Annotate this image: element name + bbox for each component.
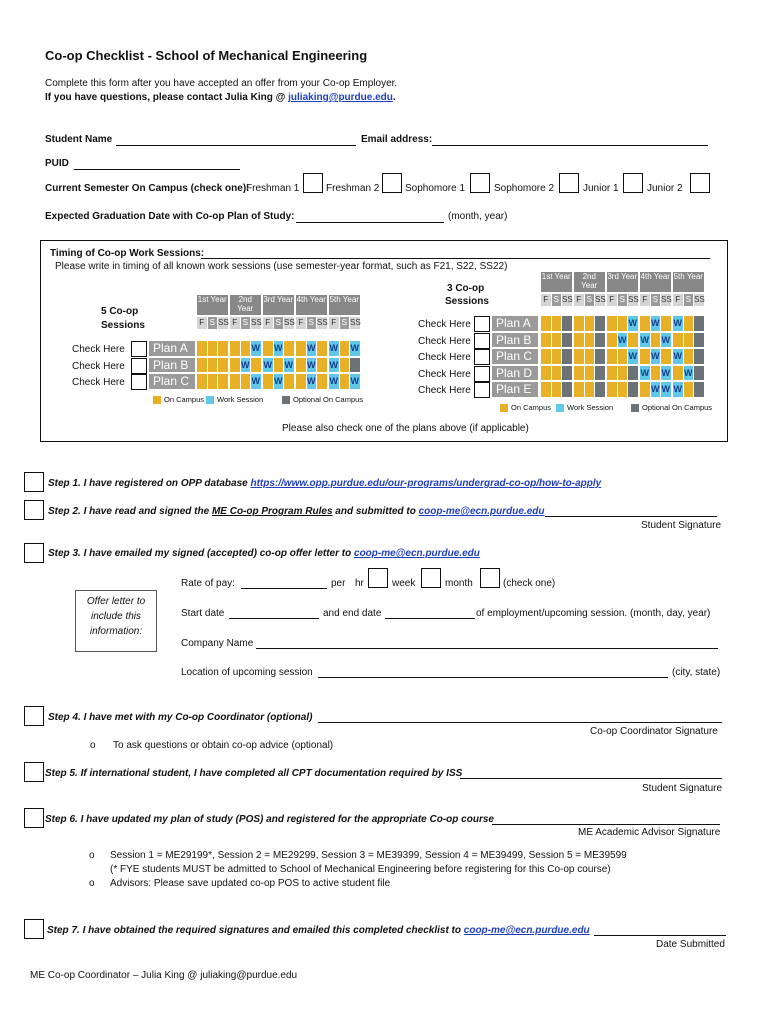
three-plan-2-cell-1 <box>541 333 551 348</box>
location-field[interactable] <box>318 677 668 678</box>
five-year-2: 2nd Year <box>230 295 261 315</box>
three-plan-1-cell-5 <box>585 316 595 331</box>
semester-freshman-1-label: Freshman 1 <box>246 183 300 194</box>
three-legend-swatch-3 <box>631 404 639 412</box>
five-year-1: 1st Year <box>197 295 228 315</box>
five-plan-1-cell-6: W <box>251 341 261 356</box>
five-plan-3-cell-8: W <box>274 374 284 389</box>
three-term-2-s: S <box>585 294 595 306</box>
step-7-text <box>47 925 590 936</box>
three-plan-5-cell-13: W <box>673 382 683 397</box>
five-term-5-f: F <box>329 317 339 329</box>
step-2-label: Step 2. I have read and signed the <box>48 506 212 517</box>
three-sessions-title-1: 3 Co-op <box>447 283 485 294</box>
five-plan-3-cell-2 <box>208 374 218 389</box>
five-plan-1-cell-11: W <box>307 341 317 356</box>
three-plan-4-cell-6 <box>595 366 605 381</box>
five-legend-swatch-3 <box>282 396 290 404</box>
three-plan-3-cell-12 <box>661 349 671 364</box>
five-plan-1-cell-9 <box>284 341 294 356</box>
step-5-signature-field[interactable] <box>460 778 722 779</box>
five-plan-3-label: Plan C <box>149 374 195 389</box>
three-plan-5-cell-9 <box>628 382 638 397</box>
step-7-label: Step 7. I have obtained the required signatures and emailed this completed checklist to <box>47 925 464 936</box>
page-title: Co-op Checklist - School of Mechanical Engineering <box>45 48 368 63</box>
five-plan-2-cell-5: W <box>241 358 251 373</box>
semester-junior-2-label: Junior 2 <box>647 183 683 194</box>
timing-instructions: Please write in timing of all known work sessions (use semester-year format, such as F21, S22, SS22) <box>55 261 508 272</box>
step-7-date-field[interactable] <box>594 935 726 936</box>
three-plan-3-cell-7 <box>607 349 617 364</box>
three-plan-2-cell-9 <box>628 333 638 348</box>
semester-label: Current Semester On Campus (check one): <box>45 183 250 194</box>
three-plan-4-cell-4 <box>574 366 584 381</box>
five-plan-3-checkbox[interactable] <box>131 374 147 390</box>
three-plan-3-cell-3 <box>562 349 572 364</box>
three-check-here-2: Check Here <box>418 335 471 347</box>
three-plan-2-cell-5 <box>585 333 595 348</box>
three-plan-3-cell-8 <box>618 349 628 364</box>
five-plan-3-cell-11: W <box>307 374 317 389</box>
three-plan-5-checkbox[interactable] <box>474 382 490 398</box>
five-term-1-s: S <box>208 317 218 329</box>
grad-date-suffix: (month, year) <box>448 211 508 222</box>
end-date-field[interactable] <box>385 618 475 619</box>
three-plan-1-cell-9: W <box>628 316 638 331</box>
three-legend-text-1: On Campus <box>511 402 552 412</box>
three-plan-2-cell-12: W <box>661 333 671 348</box>
five-year-5: 5th Year <box>329 295 360 315</box>
three-term-2-ss: SS <box>595 295 606 304</box>
five-term-1-f: F <box>197 317 207 329</box>
three-plan-3-cell-1 <box>541 349 551 364</box>
three-plan-1-cell-8 <box>618 316 628 331</box>
five-plan-1-checkbox[interactable] <box>131 341 147 357</box>
three-plan-5-cell-15 <box>694 382 704 397</box>
step-2-signature-label: Student Signature <box>641 520 722 531</box>
three-plan-4-cell-3 <box>562 366 572 381</box>
three-legend-swatch-2 <box>556 404 564 412</box>
timing-title: Timing of Co-op Work Sessions: <box>50 248 205 259</box>
three-plan-2-cell-3 <box>562 333 572 348</box>
student-name-label: Student Name <box>45 134 113 145</box>
contact-line <box>45 92 396 103</box>
step-4-signature-label: Co-op Coordinator Signature <box>590 726 718 737</box>
timing-footer-note: Please also check one of the plans above (if applicable) <box>282 423 529 434</box>
step-7-date-label: Date Submitted <box>656 939 725 950</box>
employment-suffix: of employment/upcoming session. (month, day, year) <box>476 608 711 619</box>
three-plan-4-cell-7 <box>607 366 617 381</box>
five-plan-3-cell-15: W <box>350 374 360 389</box>
three-plan-2-checkbox[interactable] <box>474 333 490 349</box>
rate-month-checkbox[interactable] <box>480 568 500 588</box>
step-2-email-link[interactable]: coop-me@ecn.purdue.edu <box>418 506 545 517</box>
grad-date-label: Expected Graduation Date with Co-op Plan of Study: <box>45 211 295 222</box>
five-plan-2-cell-12 <box>317 358 327 373</box>
three-plan-2-cell-11 <box>651 333 661 348</box>
start-date-label: Start date <box>181 608 225 619</box>
five-plan-3-cell-10 <box>296 374 306 389</box>
five-plan-3-cell-9 <box>284 374 294 389</box>
three-plan-5-cell-4 <box>574 382 584 397</box>
three-plan-3-cell-9: W <box>628 349 638 364</box>
program-rules-link[interactable]: ME Co-op Program Rules <box>211 506 333 517</box>
offer-letter-note: Offer letter to include this information: <box>75 590 157 652</box>
three-plan-2-cell-14 <box>684 333 694 348</box>
five-legend-swatch-1 <box>153 396 161 404</box>
five-plan-1-cell-4 <box>230 341 240 356</box>
three-plan-1-cell-7 <box>607 316 617 331</box>
step-7-email-link[interactable]: coop-me@ecn.purdue.edu <box>463 925 590 936</box>
five-plan-3-cell-6: W <box>251 374 261 389</box>
three-plan-4-cell-13 <box>673 366 683 381</box>
three-plan-2-cell-6 <box>595 333 605 348</box>
three-plan-5-cell-1 <box>541 382 551 397</box>
step-3-label: Step 3. I have emailed my signed (accepted) co-op offer letter to <box>48 548 355 559</box>
five-plan-2-cell-7: W <box>263 358 273 373</box>
three-plan-1-cell-15 <box>694 316 704 331</box>
three-term-3-f: F <box>607 294 617 306</box>
step-3-email-link[interactable]: coop-me@ecn.purdue.edu <box>354 548 480 559</box>
five-legend-swatch-2 <box>206 396 214 404</box>
three-plan-4-cell-1 <box>541 366 551 381</box>
step-3-text <box>48 548 480 559</box>
five-plan-1-cell-13: W <box>329 341 339 356</box>
three-term-3-ss: SS <box>628 295 639 304</box>
contact-email-link[interactable]: juliaking@purdue.edu <box>288 92 393 103</box>
five-year-3: 3rd Year <box>263 295 294 315</box>
three-plan-1-cell-6 <box>595 316 605 331</box>
five-plan-1-cell-15: W <box>350 341 360 356</box>
grad-date-field[interactable] <box>296 222 444 223</box>
three-plan-4-cell-11 <box>651 366 661 381</box>
semester-freshman-1-checkbox[interactable] <box>303 173 323 193</box>
step-6-bullet-1-note: (* FYE students MUST be admitted to School of Mechanical Engineering before registering for this Co-op course) <box>110 864 611 875</box>
five-plan-1-cell-1 <box>197 341 207 356</box>
step-3-checkbox[interactable] <box>24 543 44 563</box>
three-plan-3-cell-2 <box>552 349 562 364</box>
five-plan-1-cell-2 <box>208 341 218 356</box>
step-6-signature-label: ME Academic Advisor Signature <box>578 827 721 838</box>
five-plan-2-cell-9: W <box>284 358 294 373</box>
company-name-field[interactable] <box>256 648 718 649</box>
three-plan-2-cell-13 <box>673 333 683 348</box>
three-plan-4-cell-14: W <box>684 366 694 381</box>
three-term-5-s: S <box>684 294 694 306</box>
five-plan-1-cell-5 <box>241 341 251 356</box>
rate-week-checkbox[interactable] <box>421 568 441 588</box>
student-name-field[interactable] <box>116 145 356 146</box>
five-plan-3-cell-4 <box>230 374 240 389</box>
three-term-4-f: F <box>640 294 650 306</box>
step-2-checkbox[interactable] <box>24 500 44 520</box>
five-plan-1-cell-3 <box>218 341 228 356</box>
three-plan-2-cell-10: W <box>640 333 650 348</box>
five-plan-2-label: Plan B <box>149 358 195 373</box>
location-label: Location of upcoming session <box>181 667 313 678</box>
three-plan-5-cell-14 <box>684 382 694 397</box>
step-5-signature-label: Student Signature <box>642 783 723 794</box>
three-year-1: 1st Year <box>541 272 572 292</box>
five-term-5-s: S <box>340 317 350 329</box>
three-term-2-f: F <box>574 294 584 306</box>
check-one-label: (check one) <box>503 578 556 589</box>
three-term-1-f: F <box>541 294 551 306</box>
three-plan-3-cell-4 <box>574 349 584 364</box>
three-plan-4-cell-10: W <box>640 366 650 381</box>
five-term-4-f: F <box>296 317 306 329</box>
five-term-4-s: S <box>307 317 317 329</box>
three-year-5: 5th Year <box>673 272 704 292</box>
three-legend-text-3: Optional On Campus <box>642 402 713 412</box>
three-legend-text-2: Work Session <box>567 402 614 412</box>
contact-suffix: . <box>392 92 396 103</box>
semester-freshman-2-label: Freshman 2 <box>326 183 380 194</box>
three-plan-1-cell-4 <box>574 316 584 331</box>
step-7-checkbox[interactable] <box>24 919 44 939</box>
week-label: week <box>392 578 416 589</box>
three-term-4-ss: SS <box>661 295 672 304</box>
five-plan-2-cell-4 <box>230 358 240 373</box>
five-plan-1-cell-12 <box>317 341 327 356</box>
five-plan-2-cell-15 <box>350 358 360 373</box>
five-year-4: 4th Year <box>296 295 327 315</box>
step-6-text: Step 6. I have updated my plan of study (POS) and registered for the appropriate Co-op course <box>45 814 494 825</box>
step-4-signature-field[interactable] <box>318 722 722 723</box>
three-term-1-ss: SS <box>562 295 573 304</box>
step-2-signature-field[interactable] <box>545 516 717 517</box>
step-6-bullet-1-text: Session 1 = ME29199*, Session 2 = ME29299, Session 3 = ME39399, Session 4 = ME39499, Session 5 = ME39599 <box>110 850 627 861</box>
five-plan-1-label: Plan A <box>149 341 195 356</box>
hr-label: hr <box>355 578 364 589</box>
five-plan-3-cell-12 <box>317 374 327 389</box>
three-plan-5-cell-8 <box>618 382 628 397</box>
semester-junior-1-checkbox[interactable] <box>623 173 643 193</box>
step-2-text <box>48 506 545 517</box>
step-6-signature-field[interactable] <box>492 824 720 825</box>
three-check-here-4: Check Here <box>418 368 471 380</box>
step-6-checkbox[interactable] <box>24 808 44 828</box>
five-plan-2-cell-8 <box>274 358 284 373</box>
five-plan-1-cell-10 <box>296 341 306 356</box>
step-1-label: Step 1. I have registered on OPP database <box>48 478 251 489</box>
five-plan-2-cell-1 <box>197 358 207 373</box>
five-legend-text-2: Work Session <box>217 394 264 404</box>
step-5-checkbox[interactable] <box>24 762 44 782</box>
five-plan-2-cell-10 <box>296 358 306 373</box>
three-plan-2-cell-7 <box>607 333 617 348</box>
semester-sophomore-1-label: Sophomore 1 <box>405 183 466 194</box>
five-term-2-f: F <box>230 317 240 329</box>
five-term-3-f: F <box>263 317 273 329</box>
rate-hr-checkbox[interactable] <box>368 568 388 588</box>
five-plan-2-checkbox[interactable] <box>131 358 147 374</box>
email-label: Email address: <box>361 134 433 145</box>
three-term-5-ss: SS <box>694 295 705 304</box>
three-plan-4-cell-15 <box>694 366 704 381</box>
three-plan-1-cell-1 <box>541 316 551 331</box>
step-4-bullet-icon: o <box>90 740 96 751</box>
five-plan-3-cell-14 <box>340 374 350 389</box>
five-plan-2-cell-11: W <box>307 358 317 373</box>
three-year-2: 2nd Year <box>574 272 605 292</box>
three-plan-3-cell-11: W <box>651 349 661 364</box>
five-legend-text-1: On Campus <box>164 394 205 404</box>
three-plan-1-cell-13: W <box>673 316 683 331</box>
three-plan-2-cell-8: W <box>618 333 628 348</box>
three-plan-1-cell-14 <box>684 316 694 331</box>
step-4-checkbox[interactable] <box>24 706 44 726</box>
five-plan-2-cell-13: W <box>329 358 339 373</box>
opp-link[interactable]: https://www.opp.purdue.edu/our-programs/undergrad-co-op/how-to-apply <box>250 478 602 489</box>
five-plan-1-cell-14 <box>340 341 350 356</box>
location-suffix: (city, state) <box>672 667 721 678</box>
five-plan-3-cell-13: W <box>329 374 339 389</box>
three-plan-5-cell-7 <box>607 382 617 397</box>
five-plan-3-cell-5 <box>241 374 251 389</box>
three-year-4: 4th Year <box>640 272 671 292</box>
email-field[interactable] <box>432 145 708 146</box>
five-check-here-2: Check Here <box>72 360 125 372</box>
five-plan-2-cell-3 <box>218 358 228 373</box>
five-term-4-ss: SS <box>317 318 328 327</box>
five-sessions-title-2: Sessions <box>101 320 145 331</box>
start-date-field[interactable] <box>229 618 319 619</box>
step-5-text: Step 5. If international student, I have completed all CPT documentation required by ISS <box>45 768 463 779</box>
three-plan-5-cell-10 <box>640 382 650 397</box>
five-plan-2-cell-6 <box>251 358 261 373</box>
rate-of-pay-field[interactable] <box>241 588 327 589</box>
three-plan-4-cell-5 <box>585 366 595 381</box>
three-plan-5-cell-3 <box>562 382 572 397</box>
three-plan-3-label: Plan C <box>492 349 538 364</box>
three-plan-3-cell-6 <box>595 349 605 364</box>
five-check-here-3: Check Here <box>72 377 125 388</box>
three-plan-3-cell-13: W <box>673 349 683 364</box>
three-plan-4-cell-8 <box>618 366 628 381</box>
five-term-3-ss: SS <box>284 318 295 327</box>
step-6-bullet-2-text: Advisors: Please save updated co-op POS to active student file <box>110 878 391 889</box>
three-check-here-5: Check Here <box>418 385 471 396</box>
three-legend-swatch-1 <box>500 404 508 412</box>
per-label: per <box>331 578 346 589</box>
rate-of-pay-label: Rate of pay: <box>181 578 235 589</box>
five-check-here-1: Check Here <box>72 344 125 355</box>
five-plan-3-cell-1 <box>197 374 207 389</box>
three-check-here-3: Check Here <box>418 352 471 363</box>
three-plan-4-cell-2 <box>552 366 562 381</box>
three-plan-5-cell-6 <box>595 382 605 397</box>
three-plan-3-cell-10 <box>640 349 650 364</box>
three-term-4-s: S <box>651 294 661 306</box>
three-plan-1-label: Plan A <box>492 316 538 331</box>
semester-junior-2-checkbox[interactable] <box>690 173 710 193</box>
three-plan-3-checkbox[interactable] <box>474 349 490 365</box>
three-plan-3-cell-15 <box>694 349 704 364</box>
five-term-2-s: S <box>241 317 251 329</box>
step-1-checkbox[interactable] <box>24 472 44 492</box>
step-6-bullet-1-icon: o <box>89 850 95 861</box>
step-1-text <box>48 478 601 489</box>
three-year-3: 3rd Year <box>607 272 638 292</box>
semester-sophomore-1-checkbox[interactable] <box>470 173 490 193</box>
semester-sophomore-2-label: Sophomore 2 <box>494 183 555 194</box>
step-2-mid: and submitted to <box>332 506 419 517</box>
semester-freshman-2-checkbox[interactable] <box>382 173 402 193</box>
three-plan-5-cell-2 <box>552 382 562 397</box>
three-plan-1-cell-3 <box>562 316 572 331</box>
three-plan-5-cell-11: W <box>651 382 661 397</box>
three-plan-2-cell-4 <box>574 333 584 348</box>
semester-junior-1-label: Junior 1 <box>583 183 619 194</box>
five-plan-2-cell-2 <box>208 358 218 373</box>
five-legend-text-3: Optional On Campus <box>293 394 364 404</box>
three-term-3-s: S <box>618 294 628 306</box>
page-footer: ME Co-op Coordinator – Julia King @ juliaking@purdue.edu <box>30 970 298 981</box>
three-plan-5-cell-5 <box>585 382 595 397</box>
end-date-label: and end date <box>323 608 382 619</box>
puid-field[interactable] <box>74 169 240 170</box>
five-sessions-title-1: 5 Co-op <box>101 306 139 317</box>
month-label: month <box>445 578 473 589</box>
five-plan-3-cell-7 <box>263 374 273 389</box>
five-term-3-s: S <box>274 317 284 329</box>
three-plan-1-cell-11: W <box>651 316 661 331</box>
three-plan-2-cell-15 <box>694 333 704 348</box>
puid-label: PUID <box>45 158 69 169</box>
five-term-5-ss: SS <box>350 318 361 327</box>
step-4-bullet-text: To ask questions or obtain co-op advice (optional) <box>113 740 334 751</box>
five-plan-1-cell-8: W <box>274 341 284 356</box>
three-plan-1-cell-2 <box>552 316 562 331</box>
three-plan-3-cell-14 <box>684 349 694 364</box>
intro-text: Complete this form after you have accepted an offer from your Co-op Employer. <box>45 78 398 89</box>
contact-prefix: If you have questions, please contact Julia King @ <box>45 92 289 103</box>
three-plan-1-checkbox[interactable] <box>474 316 490 332</box>
three-plan-2-label: Plan B <box>492 333 538 348</box>
three-plan-4-label: Plan D <box>492 366 538 381</box>
three-plan-2-cell-2 <box>552 333 562 348</box>
five-plan-1-cell-7 <box>263 341 273 356</box>
three-plan-4-checkbox[interactable] <box>474 366 490 382</box>
step-6-bullet-2-icon: o <box>89 878 95 889</box>
three-plan-5-label: Plan E <box>492 382 538 397</box>
timing-field[interactable] <box>201 258 710 259</box>
company-name-label: Company Name <box>181 638 254 649</box>
three-plan-4-cell-12: W <box>661 366 671 381</box>
three-plan-1-cell-12 <box>661 316 671 331</box>
three-term-5-f: F <box>673 294 683 306</box>
five-plan-2-cell-14 <box>340 358 350 373</box>
five-term-1-ss: SS <box>218 318 229 327</box>
three-plan-1-cell-10 <box>640 316 650 331</box>
three-plan-4-cell-9 <box>628 366 638 381</box>
three-check-here-1: Check Here <box>418 319 471 330</box>
three-plan-3-cell-5 <box>585 349 595 364</box>
three-plan-5-cell-12: W <box>661 382 671 397</box>
three-term-1-s: S <box>552 294 562 306</box>
five-term-2-ss: SS <box>251 318 262 327</box>
semester-sophomore-2-checkbox[interactable] <box>559 173 579 193</box>
step-4-text: Step 4. I have met with my Co-op Coordinator (optional) <box>48 712 313 723</box>
five-plan-3-cell-3 <box>218 374 228 389</box>
three-sessions-title-2: Sessions <box>445 296 489 307</box>
